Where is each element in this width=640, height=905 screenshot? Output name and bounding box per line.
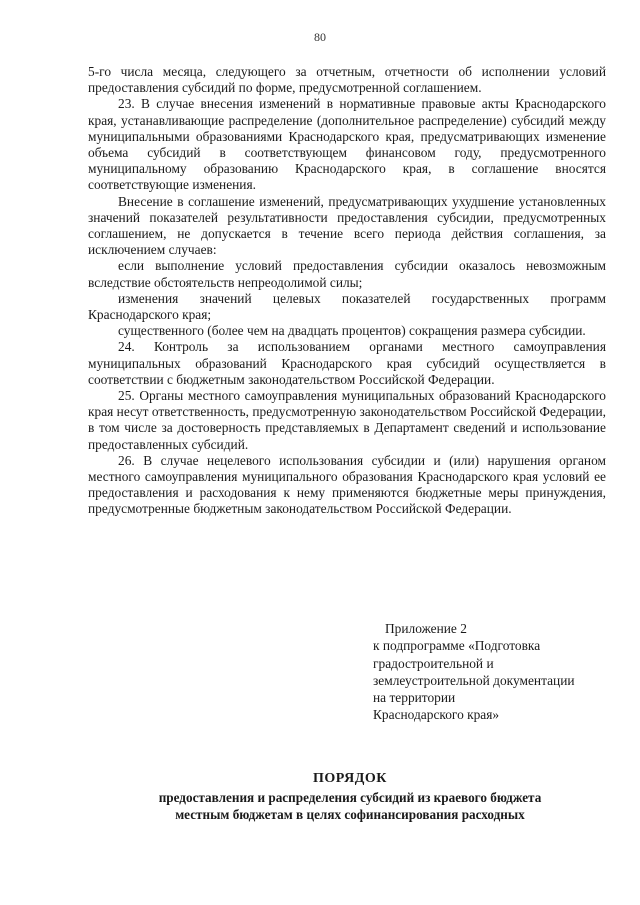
paragraph-26: 26. В случае нецелевого использования субсидии и (или) нарушения органом местного самоуправления муниципального образования Краснодарского края условий ее предоставления и расходования к нему применяются бюджетные меры принуждения, предусмотренные бюджетным законодательством Российской Федерации. [88,452,606,517]
page-number: 80 [314,30,326,44]
appendix-line: к подпрограмме «Подготовка [373,638,541,654]
appendix-line: на территории [373,690,456,706]
section-heading [80,769,620,823]
heading-subtitle-line: местным бюджетам в целях софинансирования расходных [175,807,525,822]
appendix-line: градостроительной и [373,655,494,671]
heading-title: ПОРЯДОК [313,771,387,786]
appendix-line: землеустроительной документации [373,672,575,688]
appendix-line: Краснодарского края» [373,707,500,723]
paragraph-continuation: 5-го числа месяца, следующего за отчетным, отчетности об исполнении условий предоставления субсидий по форме, предусмотренной соглашением. [88,64,606,96]
paragraph-amendment-restriction: Внесение в соглашение изменений, предусматривающих ухудшение установленных значений показателей результативности предоставления субсидии, предусмотренных соглашением, не допускается в течение всего периода действия соглашения, за исключением случаев: [88,193,606,258]
body-text [88,64,606,518]
appendix-title: Приложение 2 [385,621,467,636]
paragraph-23: 23. В случае внесения изменений в нормативные правовые акты Краснодарского края, устанавливающие распределение (дополнительное распределение) субсидий между муниципальными образованиями Краснодарского края, предусматривающих изменение объема субсидий в соответствующем финансовом году, предусмотренного муниципальному образованию Краснодарского края, в соглашение вносятся соответствующие изменения. [88,96,606,193]
paragraph-exception-force-majeure: если выполнение условий предоставления субсидии оказалось невозможным вследствие обстоятельств непреодолимой силы; [88,258,606,290]
paragraph-24: 24. Контроль за использованием органами местного самоуправления муниципальных образований Краснодарского края субсидий осуществляется в соответствии с бюджетным законодательством Российской Федерации. [88,339,606,387]
paragraph-exception-target-indicators: изменения значений целевых показателей государственных программ Краснодарского края; [88,290,606,323]
paragraph-25: 25. Органы местного самоуправления муниципальных образований Краснодарского края несут ответственность, предусмотренную законодательством Российской Федерации, в том числе за достоверность представляемых в Департамент сведений и использование предоставленных субсидий. [88,388,606,452]
paragraph-exception-reduction: существенного (более чем на двадцать процентов) сокращения размера субсидии. [118,323,586,339]
heading-subtitle-line: предоставления и распределения субсидий из краевого бюджета [158,790,542,805]
appendix-block [373,620,618,724]
